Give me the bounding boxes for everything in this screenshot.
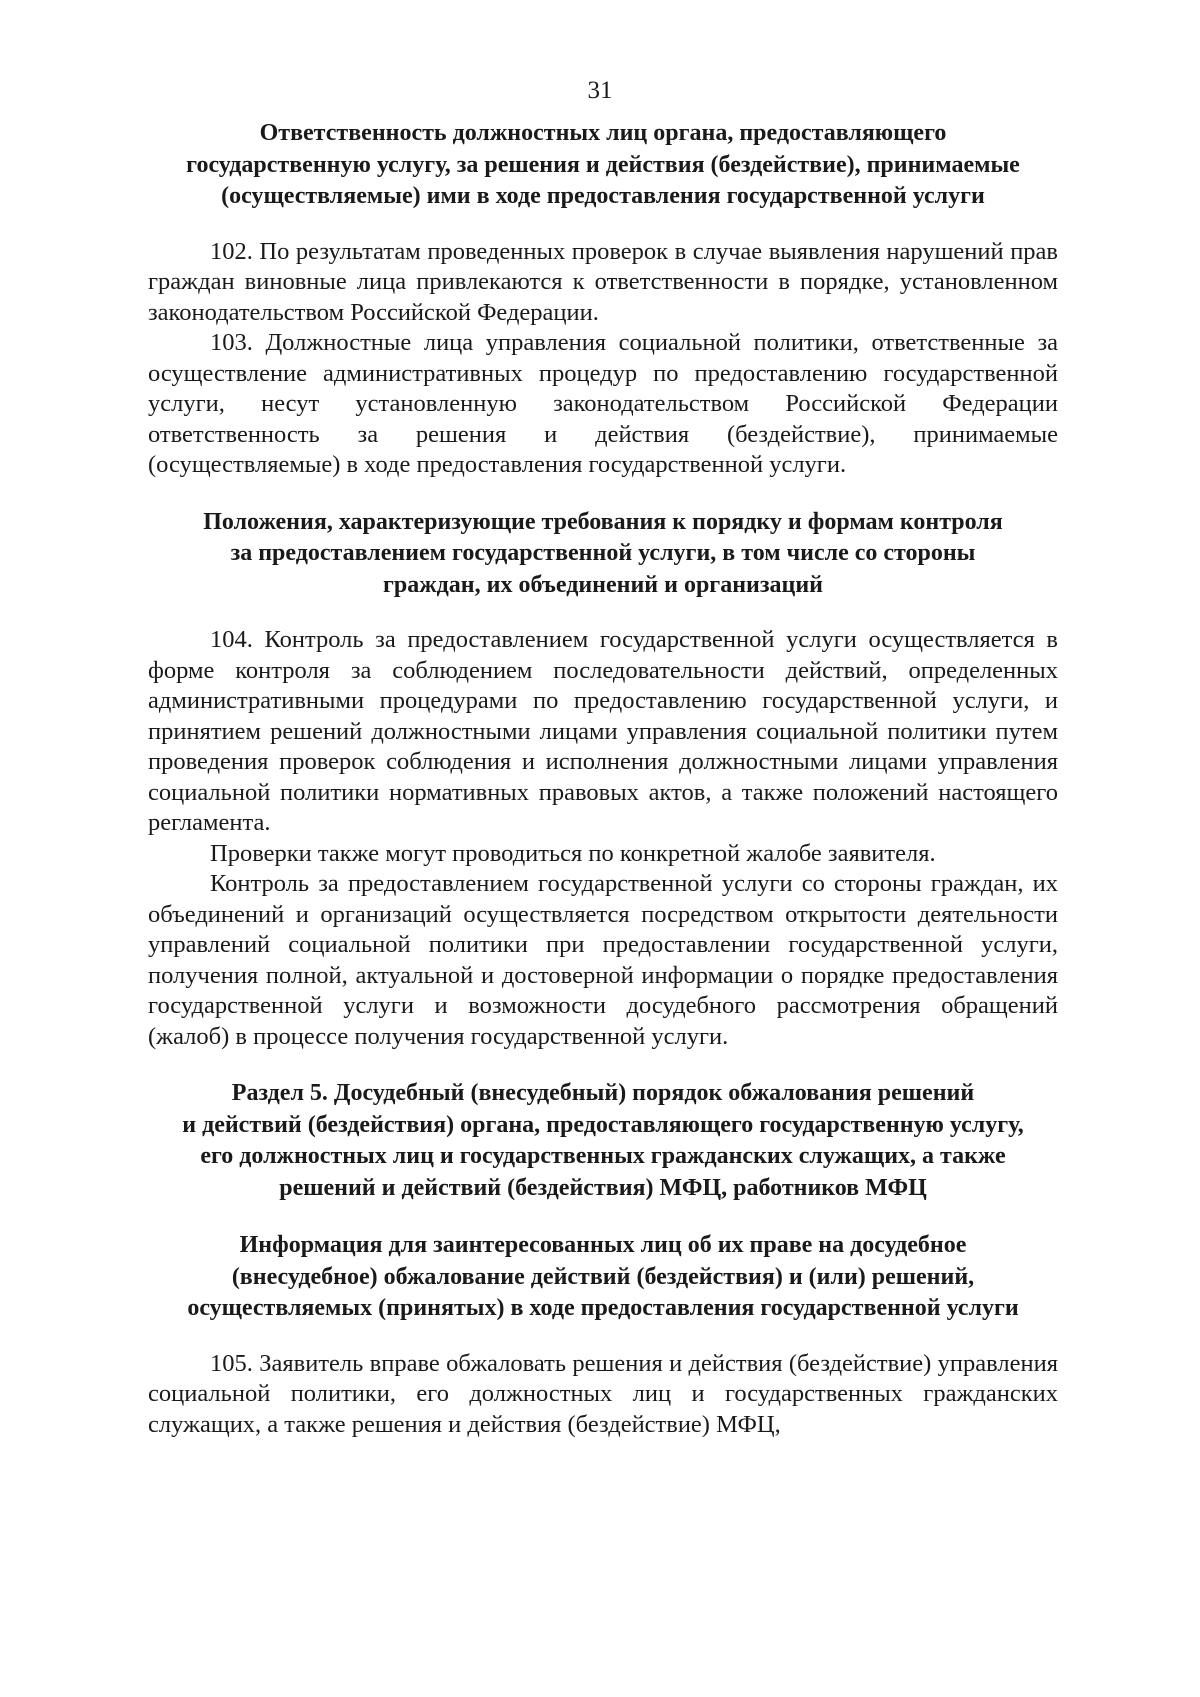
heading-line: государственную услугу, за решения и действия (бездействие), принимаемые [186, 151, 1020, 178]
heading-line: Положения, характеризующие требования к порядку и формам контроля [203, 508, 1003, 535]
heading-line: его должностных лиц и государственных гражданских служащих, а также [200, 1143, 1006, 1169]
heading-control-requirements [148, 507, 1058, 602]
heading-line: граждан, их объединений и организаций [383, 571, 823, 598]
heading-appeal-information [148, 1230, 1058, 1325]
heading-line: Ответственность должностных лиц органа, предоставляющего [259, 120, 947, 146]
page-number: 31 [587, 77, 613, 104]
paragraph-104: 104. Контроль за предоставлением государственной услуги осуществляется в форме контроля за соблюдением последовательности действий, определенных административными процедурами по предоставлению государственной услуги, и принятием решений должностными лицами управления социальной политики путем проведения проверок соблюдения и исполнения должностными лицами управления социальной политики нормативных правовых актов, а также положений настоящего регламента. [148, 626, 1058, 836]
paragraph-103: 103. Должностные лица управления социальной политики, ответственные за осуществление административных процедур по предоставлению государственной услуги, несут установленную законодательством Российской Федерации ответственность за решения и действия (бездействие), принимаемые (осуществляемые) в ходе предоставления государственной услуги. [148, 329, 1058, 478]
heading-section-5 [148, 1078, 1058, 1204]
heading-line: Информация для заинтересованных лиц об их праве на досудебное [239, 1232, 967, 1258]
paragraph-inspections: Проверки также могут проводиться по конкретной жалобе заявителя. [210, 839, 936, 867]
document-body [148, 118, 1058, 1440]
heading-line: Раздел 5. Досудебный (внесудебный) порядок обжалования решений [231, 1080, 975, 1106]
heading-line: за предоставлением государственной услуги, в том числе со стороны [230, 540, 976, 566]
heading-line: (внесудебное) обжалование действий (бездействия) и (или) решений, [231, 1263, 975, 1290]
heading-line: (осуществляемые) ими в ходе предоставления государственной услуги [221, 183, 985, 209]
heading-line: и действий (бездействия) органа, предоставляющего государственную услугу, [182, 1111, 1024, 1138]
paragraph-102: 102. По результатам проведенных проверок в случае выявления нарушений прав граждан виновные лица привлекаются к ответственности в порядке, установленном законодательством Российской Федерации. [148, 237, 1058, 326]
paragraph-public-control: Контроль за предоставлением государственной услуги со стороны граждан, их объединений и организаций осуществляется посредством открытости деятельности управлений социальной политики при предоставлении государственной услуги, получения полной, актуальной и достоверной информации о порядке предоставления государственной услуги и возможности досудебного рассмотрения обращений (жалоб) в процессе получения государственной услуги. [148, 870, 1058, 1050]
paragraph-105: 105. Заявитель вправе обжаловать решения и действия (бездействие) управления социальной политики, его должностных лиц и государственных гражданских служащих, а также решения и действия (бездействие) МФЦ, [148, 1349, 1058, 1438]
heading-line: решений и действий (бездействия) МФЦ, работников МФЦ [279, 1174, 927, 1201]
heading-officials-responsibility [148, 118, 1058, 213]
heading-line: осуществляемых (принятых) в ходе предоставления государственной услуги [187, 1295, 1019, 1321]
